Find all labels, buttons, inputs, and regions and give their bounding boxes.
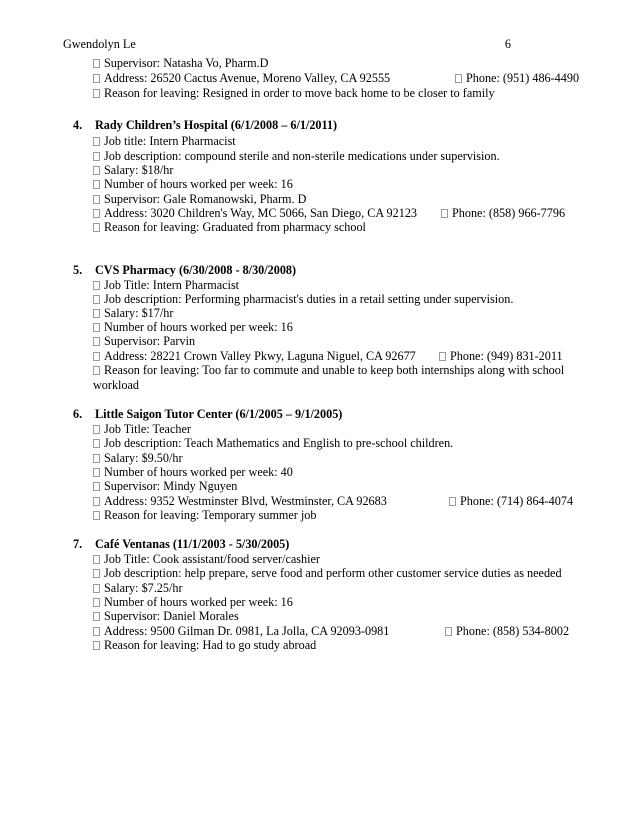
- bullet-box-icon: [93, 352, 100, 361]
- entry-reason: Reason for leaving: Had to go study abroad: [93, 638, 316, 653]
- entry-salary: Salary: $9.50/hr: [93, 451, 183, 466]
- entry-reason: Reason for leaving: Too far to commute and unable to keep both internships along with school: [93, 363, 564, 378]
- entry-job-description: Job description: help prepare, serve food and perform other customer service duties as needed: [93, 566, 562, 581]
- entry-supervisor: Supervisor: Daniel Morales: [93, 609, 239, 624]
- bullet-box-icon: [93, 89, 100, 98]
- bullet-box-icon: [93, 223, 100, 232]
- entry-salary: Salary: $17/hr: [93, 306, 173, 321]
- entry-job-title: Job Title: Intern Pharmacist: [93, 278, 239, 293]
- entry-job-title: Job Title: Cook assistant/food server/cashier: [93, 552, 320, 567]
- bullet-box-icon: [93, 555, 100, 564]
- bullet-box-icon: [93, 454, 100, 463]
- bullet-box-icon: [93, 209, 100, 218]
- bullet-box-icon: [93, 511, 100, 520]
- continuation-phone: Phone: (951) 486-4490: [455, 71, 579, 86]
- bullet-box-icon: [449, 497, 456, 506]
- entry-title: 7. Café Ventanas (11/1/2003 - 5/30/2005): [73, 537, 290, 551]
- bullet-box-icon: [455, 74, 462, 83]
- page-header: [63, 36, 511, 52]
- bullet-box-icon: [93, 74, 100, 83]
- entry-reason-continued: workload: [93, 378, 140, 392]
- page-number: 6: [504, 37, 511, 51]
- bullet-box-icon: [93, 180, 100, 189]
- entry-reason: Reason for leaving: Graduated from pharmacy school: [93, 220, 366, 235]
- bullet-box-icon: [93, 627, 100, 636]
- entry-phone: Phone: (858) 534-8002: [445, 624, 569, 639]
- entry-job-title: Job title: Intern Pharmacist: [93, 134, 236, 149]
- entry-supervisor: Supervisor: Mindy Nguyen: [93, 479, 237, 494]
- bullet-box-icon: [441, 209, 448, 218]
- entry-job-description: Job description: compound sterile and non-sterile medications under supervision.: [93, 149, 500, 164]
- entry-hours: Number of hours worked per week: 40: [93, 465, 293, 480]
- entry-job-description: Job description: Teach Mathematics and English to pre-school children.: [93, 436, 453, 451]
- bullet-box-icon: [93, 366, 100, 375]
- bullet-box-icon: [93, 152, 100, 161]
- bullet-box-icon: [93, 569, 100, 578]
- entry-job-description: Job description: Performing pharmacist's duties in a retail setting under supervision.: [93, 292, 513, 307]
- continuation-supervisor: Supervisor: Natasha Vo, Pharm.D: [93, 56, 268, 71]
- entry-address: Address: 3020 Children's Way, MC 5066, San Diego, CA 92123 Phone: (858) 966-7796: [93, 206, 573, 221]
- bullet-box-icon: [93, 612, 100, 621]
- bullet-box-icon: [93, 59, 100, 68]
- bullet-box-icon: [93, 497, 100, 506]
- bullet-box-icon: [93, 482, 100, 491]
- entry-reason: Reason for leaving: Temporary summer job: [93, 508, 317, 523]
- entry-phone: Phone: (858) 966-7796: [441, 206, 565, 221]
- bullet-box-icon: [93, 137, 100, 146]
- entry-salary: Salary: $7.25/hr: [93, 581, 183, 596]
- bullet-box-icon: [93, 584, 100, 593]
- entry-address: Address: 9500 Gilman Dr. 0981, La Jolla, CA 92093-0981 Phone: (858) 534-8002: [93, 624, 578, 639]
- bullet-box-icon: [93, 281, 100, 290]
- entry-address: Address: 9352 Westminster Blvd, Westminster, CA 92683 Phone: (714) 864-4074: [93, 494, 573, 509]
- header-name: Gwendolyn Le: [63, 37, 136, 51]
- continuation-address: Address: 26520 Cactus Avenue, Moreno Valley, CA 92555 Phone: (951) 486-4490: [93, 71, 593, 86]
- bullet-box-icon: [93, 337, 100, 346]
- bullet-box-icon: [93, 641, 100, 650]
- entry-title: 5. CVS Pharmacy (6/30/2008 - 8/30/2008): [73, 263, 297, 277]
- entry-title: 4. Rady Children’s Hospital (6/1/2008 – 6/1/2011): [73, 118, 338, 132]
- bullet-box-icon: [93, 468, 100, 477]
- bullet-box-icon: [445, 627, 452, 636]
- bullet-box-icon: [93, 323, 100, 332]
- entry-phone: Phone: (714) 864-4074: [449, 494, 573, 509]
- entry-hours: Number of hours worked per week: 16: [93, 177, 293, 192]
- bullet-box-icon: [93, 295, 100, 304]
- entry-job-title: Job Title: Teacher: [93, 422, 191, 437]
- bullet-box-icon: [439, 352, 446, 361]
- bullet-box-icon: [93, 425, 100, 434]
- bullet-box-icon: [93, 309, 100, 318]
- bullet-box-icon: [93, 598, 100, 607]
- bullet-box-icon: [93, 195, 100, 204]
- continuation-reason: Reason for leaving: Resigned in order to move back home to be closer to family: [93, 86, 495, 101]
- entry-hours: Number of hours worked per week: 16: [93, 595, 293, 610]
- entry-title: 6. Little Saigon Tutor Center (6/1/2005 – 9/1/2005): [73, 407, 343, 421]
- bullet-box-icon: [93, 439, 100, 448]
- entry-hours: Number of hours worked per week: 16: [93, 320, 293, 335]
- entry-phone: Phone: (949) 831-2011: [439, 349, 563, 364]
- entry-salary: Salary: $18/hr: [93, 163, 173, 178]
- entry-address: Address: 28221 Crown Valley Pkwy, Laguna Niguel, CA 92677 Phone: (949) 831-2011: [93, 349, 573, 364]
- bullet-box-icon: [93, 166, 100, 175]
- entry-supervisor: Supervisor: Gale Romanowski, Pharm. D: [93, 192, 306, 207]
- entry-supervisor: Supervisor: Parvin: [93, 334, 195, 349]
